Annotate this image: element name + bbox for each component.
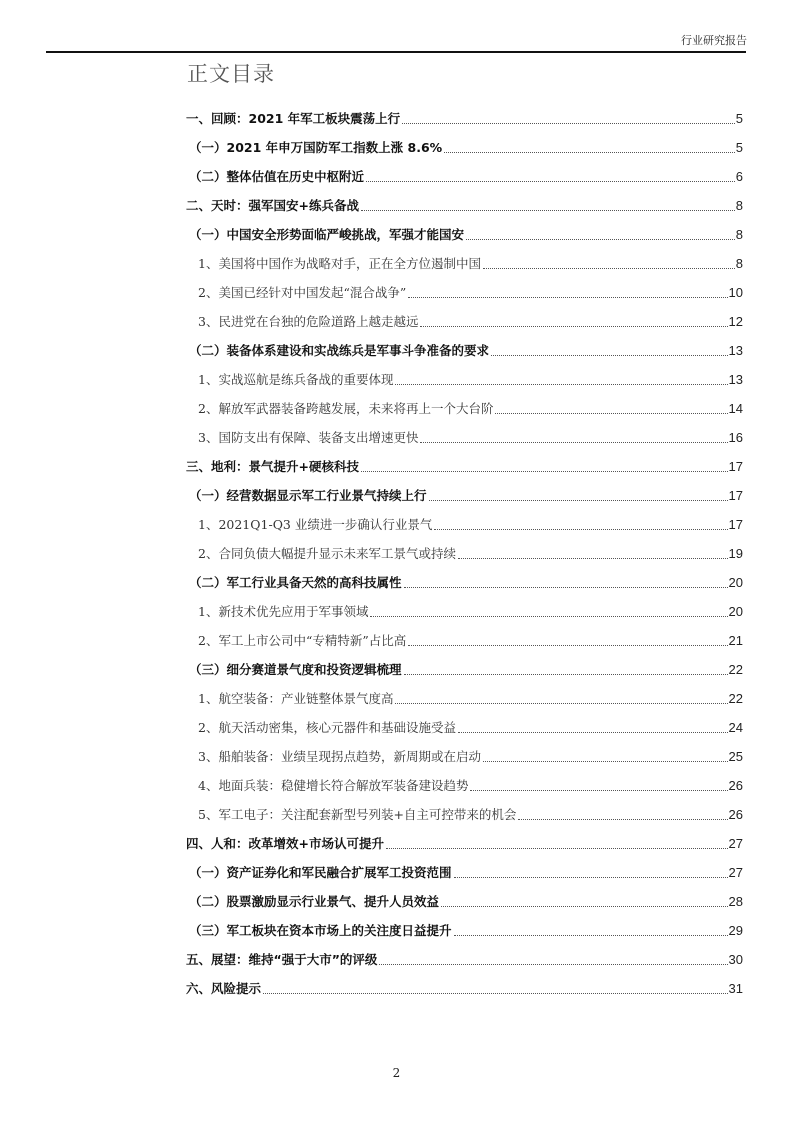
dot-leader	[386, 848, 728, 849]
toc-entry[interactable]	[186, 594, 743, 623]
toc-entry-page[interactable]: 20	[728, 575, 743, 590]
toc-entry[interactable]	[186, 681, 743, 710]
toc-entry[interactable]	[186, 826, 743, 855]
dot-leader	[491, 355, 728, 356]
toc-entry-title[interactable]: 3、国防支出有保障、装备支出增速更快	[198, 430, 419, 445]
toc-entry-page[interactable]: 27	[728, 836, 743, 851]
toc-entry-page[interactable]: 17	[728, 459, 743, 474]
dot-leader	[366, 181, 735, 182]
dot-leader	[379, 964, 727, 965]
toc-entry[interactable]	[186, 246, 743, 275]
toc-entry-page[interactable]: 16	[728, 430, 743, 445]
dot-leader	[361, 471, 728, 472]
page-number: 2	[392, 1066, 401, 1080]
toc-entry-title[interactable]: 三、地利：景气提升+硬核科技	[186, 459, 359, 474]
toc-entry-page[interactable]: 17	[728, 488, 743, 503]
toc-entry-page[interactable]: 27	[728, 865, 743, 880]
toc-entry-page[interactable]: 8	[735, 256, 743, 271]
toc-entry[interactable]	[186, 913, 743, 942]
toc-entry[interactable]	[186, 449, 743, 478]
toc-entry[interactable]	[186, 333, 743, 362]
dot-leader	[402, 123, 735, 124]
toc-entry[interactable]	[186, 623, 743, 652]
table-of-contents	[186, 101, 743, 1000]
toc-entry-title[interactable]: 2、美国已经针对中国发起“混合战争”	[198, 285, 407, 300]
toc-entry-page[interactable]: 13	[728, 372, 743, 387]
toc-entry-page[interactable]: 22	[728, 691, 743, 706]
toc-entry-title[interactable]: 2、解放军武器装备跨越发展，未来将再上一个大台阶	[198, 401, 494, 416]
dot-leader	[466, 239, 735, 240]
toc-entry[interactable]	[186, 942, 743, 971]
toc-entry[interactable]	[186, 420, 743, 449]
dot-leader	[458, 558, 728, 559]
toc-entry[interactable]	[186, 884, 743, 913]
toc-entry-title[interactable]: （二）军工行业具备天然的高科技属性	[189, 575, 402, 590]
toc-entry-title[interactable]: 3、民进党在台独的危险道路上越走越远	[198, 314, 419, 329]
toc-entry-title[interactable]: 1、航空装备：产业链整体景气度高	[198, 691, 394, 706]
toc-entry-page[interactable]: 29	[728, 923, 743, 938]
toc-entry[interactable]	[186, 855, 743, 884]
dot-leader	[454, 935, 728, 936]
dot-leader	[404, 674, 728, 675]
toc-entry-page[interactable]: 19	[728, 546, 743, 561]
toc-entry-title[interactable]: 1、美国将中国作为战略对手，正在全方位遏制中国	[198, 256, 481, 271]
toc-entry-page[interactable]: 5	[735, 111, 743, 126]
toc-entry-page[interactable]: 14	[728, 401, 743, 416]
dot-leader	[470, 790, 727, 791]
toc-entry-title[interactable]: 3、船舶装备：业绩呈现拐点趋势，新周期或在启动	[198, 749, 481, 764]
toc-entry-title[interactable]: 二、天时：强军国安+练兵备战	[186, 198, 359, 213]
toc-entry-page[interactable]: 25	[728, 749, 743, 764]
toc-entry-title[interactable]: 1、新技术优先应用于军事领域	[198, 604, 369, 619]
toc-entry[interactable]	[186, 536, 743, 565]
toc-entry-title[interactable]: 1、2021Q1-Q3 业绩进一步确认行业景气	[198, 517, 433, 532]
toc-entry-page[interactable]: 20	[728, 604, 743, 619]
toc-entry-page[interactable]: 31	[728, 981, 743, 996]
dot-leader	[441, 906, 728, 907]
toc-entry[interactable]	[186, 739, 743, 768]
toc-entry-page[interactable]: 8	[735, 227, 743, 242]
toc-entry[interactable]	[186, 710, 743, 739]
toc-entry[interactable]	[186, 275, 743, 304]
dot-leader	[429, 500, 728, 501]
toc-entry-page[interactable]: 26	[728, 807, 743, 822]
dot-leader	[483, 268, 735, 269]
toc-entry[interactable]	[186, 304, 743, 333]
toc-entry-title[interactable]: （二）装备体系建设和实战练兵是军事斗争准备的要求	[189, 343, 490, 358]
toc-entry-page[interactable]: 13	[728, 343, 743, 358]
toc-entry-title[interactable]: 4、地面兵装：稳健增长符合解放军装备建设趋势	[198, 778, 469, 793]
toc-entry[interactable]	[186, 797, 743, 826]
dot-leader	[263, 993, 728, 994]
toc-entry-title[interactable]: （一）经营数据显示军工行业景气持续上行	[189, 488, 427, 503]
toc-entry-title[interactable]: （二）整体估值在历史中枢附近	[189, 169, 365, 184]
toc-entry[interactable]	[186, 101, 743, 130]
toc-entry-page[interactable]: 30	[728, 952, 743, 967]
dot-leader	[518, 819, 727, 820]
toc-entry[interactable]	[186, 217, 743, 246]
toc-entry-page[interactable]: 6	[735, 169, 743, 184]
toc-entry[interactable]	[186, 362, 743, 391]
dot-leader	[434, 529, 727, 530]
toc-entry-title[interactable]: 五、展望：维持“强于大市”的评级	[186, 952, 378, 967]
toc-entry[interactable]	[186, 652, 743, 681]
dot-leader	[395, 703, 727, 704]
toc-entry[interactable]	[186, 768, 743, 797]
toc-entry-title[interactable]: 2、军工上市公司中“专精特新”占比高	[198, 633, 407, 648]
toc-entry-title[interactable]: 2、航天活动密集，核心元器件和基础设施受益	[198, 720, 456, 735]
header-divider	[46, 51, 746, 53]
dot-leader	[420, 442, 727, 443]
dot-leader	[404, 587, 728, 588]
toc-entry[interactable]	[186, 188, 743, 217]
dot-leader	[458, 732, 728, 733]
dot-leader	[420, 326, 727, 327]
toc-entry[interactable]	[186, 391, 743, 420]
toc-entry[interactable]	[186, 507, 743, 536]
toc-entry-title[interactable]: （三）军工板块在资本市场上的关注度日益提升	[189, 923, 452, 938]
toc-entry[interactable]	[186, 971, 743, 1000]
dot-leader	[370, 616, 727, 617]
toc-entry-title[interactable]: （一）2021 年申万国防军工指数上涨 8.6%	[189, 140, 443, 155]
dot-leader	[454, 877, 728, 878]
toc-entry[interactable]	[186, 130, 743, 159]
toc-entry[interactable]	[186, 478, 743, 507]
toc-entry-title[interactable]: （一）资产证券化和军民融合扩展军工投资范围	[189, 865, 452, 880]
toc-entry-page[interactable]: 26	[728, 778, 743, 793]
dot-leader	[483, 761, 728, 762]
report-type-label: 行业研究报告	[681, 34, 747, 47]
dot-leader	[495, 413, 727, 414]
toc-entry-page[interactable]: 21	[728, 633, 743, 648]
toc-entry[interactable]	[186, 565, 743, 594]
dot-leader	[361, 210, 735, 211]
toc-entry-title[interactable]: 六、风险提示	[186, 981, 262, 996]
toc-entry[interactable]	[186, 159, 743, 188]
toc-entry-page[interactable]: 5	[735, 140, 743, 155]
toc-entry-page[interactable]: 17	[728, 517, 743, 532]
toc-entry-page[interactable]: 8	[735, 198, 743, 213]
toc-entry-title[interactable]: （二）股票激励显示行业景气、提升人员效益	[189, 894, 440, 909]
dot-leader	[408, 297, 727, 298]
toc-entry-title[interactable]: 一、回顾：2021 年军工板块震荡上行	[186, 111, 401, 126]
toc-entry-title[interactable]: 2、合同负债大幅提升显示未来军工景气或持续	[198, 546, 456, 561]
dot-leader	[444, 152, 735, 153]
toc-entry-title[interactable]: 四、人和：改革增效+市场认可提升	[186, 836, 384, 851]
toc-entry-title[interactable]: （三）细分赛道景气度和投资逻辑梳理	[189, 662, 402, 677]
dot-leader	[395, 384, 727, 385]
toc-entry-page[interactable]: 10	[728, 285, 743, 300]
toc-title: 正文目录	[187, 62, 275, 86]
dot-leader	[408, 645, 727, 646]
toc-entry-page[interactable]: 22	[728, 662, 743, 677]
toc-entry-page[interactable]: 28	[728, 894, 743, 909]
toc-entry-title[interactable]: （一）中国安全形势面临严峻挑战，军强才能国安	[189, 227, 465, 242]
toc-entry-title[interactable]: 1、实战巡航是练兵备战的重要体现	[198, 372, 394, 387]
toc-entry-title[interactable]: 5、军工电子：关注配套新型号列装+自主可控带来的机会	[198, 807, 517, 822]
toc-entry-page[interactable]: 12	[728, 314, 743, 329]
toc-entry-page[interactable]: 24	[728, 720, 743, 735]
